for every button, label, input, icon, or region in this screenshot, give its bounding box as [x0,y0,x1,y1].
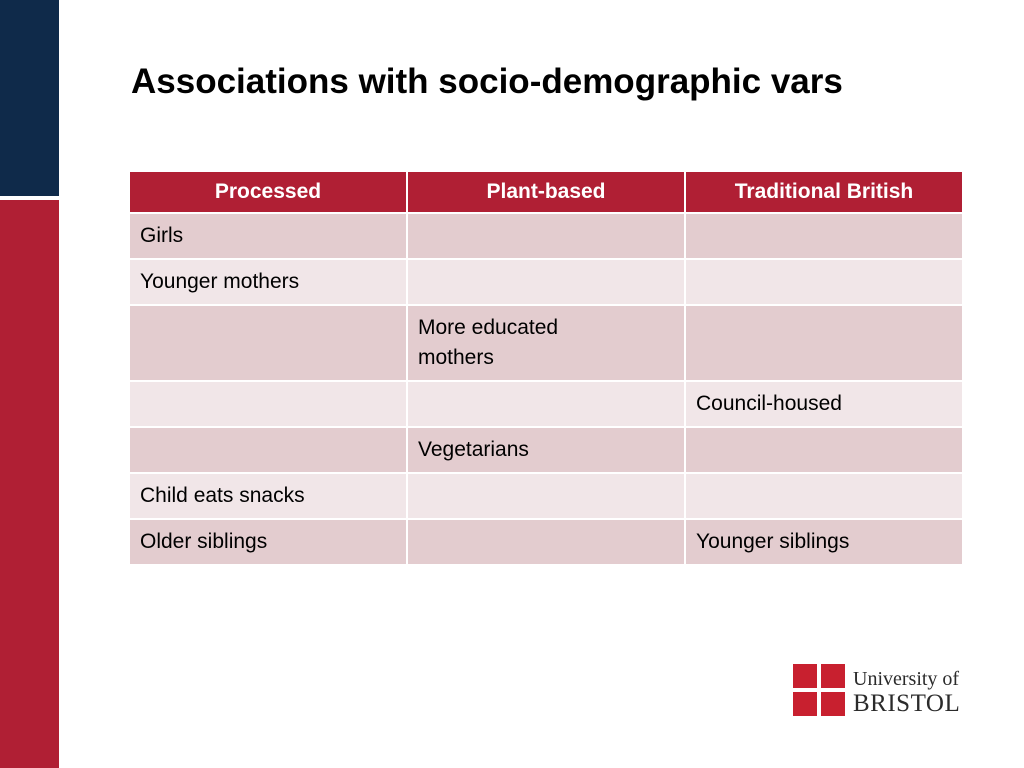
table-cell [129,381,407,427]
table-row [129,381,963,427]
table-row [129,519,963,565]
side-bar-navy [0,0,59,196]
table-cell: Vegetarians [407,427,685,473]
table-cell [129,305,407,381]
table-cell: More educated mothers [407,305,685,381]
table-cell [407,381,685,427]
table-cell [407,259,685,305]
table-cell: Older siblings [129,519,407,565]
associations-table [128,170,964,566]
table-row [129,473,963,519]
table-cell [685,305,963,381]
university-logo [793,664,973,718]
table-row [129,305,963,381]
table-cell [129,427,407,473]
table-cell [685,259,963,305]
logo-text-line2: BRISTOL [853,690,961,717]
header-traditional-british: Traditional British [685,171,963,213]
table-cell [685,213,963,259]
table-cell [407,519,685,565]
side-bar-red [0,200,59,768]
table-cell: Girls [129,213,407,259]
table-row [129,213,963,259]
logo-text-line1: University of [853,668,960,690]
table-cell: Younger siblings [685,519,963,565]
table-cell [407,473,685,519]
slide-title: Associations with socio-demographic vars [131,62,843,101]
shield-icon [793,664,845,716]
table-cell: Council-housed [685,381,963,427]
table-row [129,259,963,305]
table-cell: Child eats snacks [129,473,407,519]
table-cell [407,213,685,259]
table-header-row [129,171,963,213]
header-plant-based: Plant-based [407,171,685,213]
table-cell [685,473,963,519]
header-processed: Processed [129,171,407,213]
table-cell [685,427,963,473]
table-cell: Younger mothers [129,259,407,305]
table-row [129,427,963,473]
